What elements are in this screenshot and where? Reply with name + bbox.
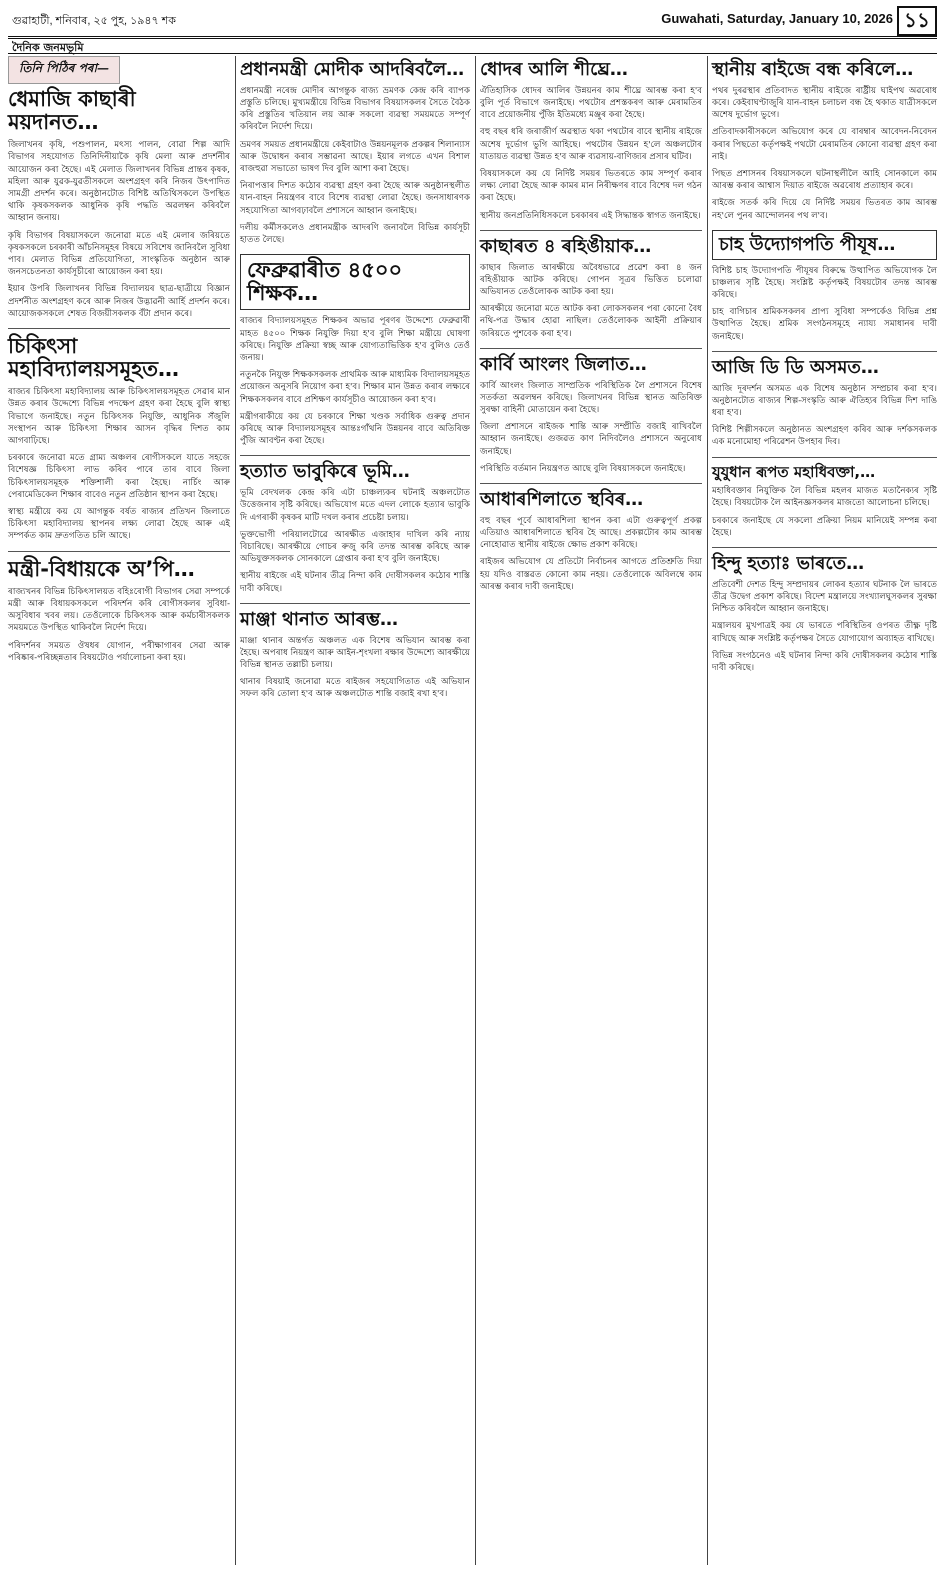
article-medical-colleges [8, 335, 230, 543]
headline-tea-industrialist: চাহ উদ্যোগপতি পীযূষ… [712, 230, 937, 260]
paragraph: থানাৰ বিষয়াই জনোৱা মতে ৰাইজৰ সহযোগিতাত এই অভিযান সফল কৰি তোলা হ'ব আৰু অঞ্চলটোত শান্তি বজাই ৰখা হ'ব। [240, 677, 470, 700]
paragraph: চৰকাৰে জনোৱা মতে গ্ৰাম্য অঞ্চলৰ ৰোগীসকলে যাতে সহজে বিশেষজ্ঞ চিকিৎসা লাভ কৰিব পাৰে তাৰ বাবে জিলা চিকিৎসালয়সমূহক শক্তিশালী কৰা হৈছে। নাৰ্চিং আৰু পেৰামেডিকেল শিক্ষাৰ বাবেও নতুন প্ৰতিষ্ঠান স্থাপন কৰা হৈছে। [8, 453, 230, 500]
headline-medical-colleges: চিকিৎসা মহাবিদ্যালয়সমূহত… [8, 334, 180, 382]
paragraph: প্ৰতিবাদকাৰীসকলে অভিযোগ কৰে যে বাৰম্বাৰ আবেদন-নিবেদন কৰাৰ পিছতো কৰ্তৃপক্ষই পথটো মেৰামতিৰ কোনো ব্যৱস্থা গ্ৰহণ কৰা নাই। [712, 127, 937, 162]
paragraph: পৰিদৰ্শনৰ সময়ত ঔষধৰ যোগান, পৰীক্ষাগাৰৰ সেৱা আৰু পৰিষ্কাৰ-পৰিচ্ছন্নতাৰ বিষয়টোও পৰ্যালোচনা কৰা হয়। [8, 640, 230, 663]
article-advocate-general [712, 464, 937, 539]
paragraph: পিছত প্ৰশাসনৰ বিষয়াসকলে ঘটনাস্থলীলৈ আহি সোনকালে কাম আৰম্ভ কৰাৰ আশ্বাস দিয়াত ৰাইজে অৱৰোধ প্ৰত্যাহাৰ কৰে। [712, 169, 937, 192]
article-ministers-opd [8, 558, 230, 664]
masthead-title: দৈনিক জনমভূমি [12, 41, 84, 54]
article-karbi-anglong [480, 355, 702, 475]
folio-date-assamese: গুৱাহাটী, শনিবাৰ, ২৫ পুহ, ১৯৪৭ শক [12, 15, 176, 27]
paragraph: ৰাজ্যৰ বিদ্যালয়সমূহত শিক্ষকৰ অভাৱ পূৰণৰ উদ্দেশ্যে ফেব্ৰুৱাৰী মাহত ৪৫০০ শিক্ষক নিযুক্তি দিয়া হ'ব বুলি শিক্ষা মন্ত্ৰীয়ে ঘোষণা কৰিছে। নিযুক্তি প্ৰক্ৰিয়া স্বচ্ছ আৰু যোগ্যতাভিত্তিক হ'ব বুলিও তেওঁ জনায়। [240, 316, 470, 364]
headline-cachar-rohingya: কাছাৰত ৪ ৰহিঙীয়াক… [480, 235, 652, 257]
divider [8, 551, 230, 552]
headline-4500-teachers: ফেব্ৰুৱাৰীত ৪৫০০ শিক্ষক… [240, 254, 470, 310]
paragraph: ৰাইজে সতৰ্ক কৰি দিয়ে যে নিৰ্দিষ্ট সময়ৰ ভিতৰত কাম আৰম্ভ নহ'লে পুনৰ আন্দোলনৰ পথ ল'ব। [712, 198, 937, 221]
paragraph: জিলা প্ৰশাসনে ৰাইজক শান্তি আৰু সম্প্ৰীতি বজাই ৰাখিবলৈ আহ্বান জনাইছে। গুজৱত কাণ নিদিবলৈও প্ৰশাসনে অনুৰোধ জনাইছে। [480, 422, 702, 457]
article-dd-assam [712, 358, 937, 449]
paragraph: প্ৰধানমন্ত্ৰী নৰেন্দ্ৰ মোদীৰ আগন্তুক ৰাজ্য ভ্ৰমণক কেন্দ্ৰ কৰি ব্যাপক প্ৰস্তুতি চলিছে। মুখ্যমন্ত্ৰীয়ে বিভিন্ন বিভাগৰ বিষয়াসকলৰ সৈতে বৈঠক কৰি প্ৰস্তুতিৰ খতিয়ান লয় আৰু সকলো ব্যৱস্থা সময়মতে সম্পূৰ্ণ কৰিবলৈ নিৰ্দেশ দিয়ে। [240, 85, 470, 133]
paragraph: ৰাজ্যৰ চিকিৎসা মহাবিদ্যালয় আৰু চিকিৎসালয়সমূহত সেৱাৰ মান উন্নত কৰাৰ উদ্দেশ্যে বিভিন্ন পদক্ষেপ গ্ৰহণ কৰা হৈছে বুলি স্বাস্থ্য বিভাগে জনাইছে। নতুন চিকিৎসক নিযুক্তি, আধুনিক সঁজুলি সংস্থাপন আৰু চিকিৎসা শিক্ষাৰ আসন বৃদ্ধিৰ দিশত কাম আগবাঢ়িছে। [8, 387, 230, 447]
paragraph: ঐতিহাসিক ধোদৰ আলিৰ উন্নয়নৰ কাম শীঘ্ৰে আৰম্ভ কৰা হ'ব বুলি পূৰ্ত বিভাগে জনাইছে। পথটোৰ প্ৰশস্তকৰণ আৰু মেৰামতিৰ বাবে প্ৰয়োজনীয় পুঁজি ইতিমধ্যে মঞ্জুৰ কৰা হৈছে। [480, 85, 702, 121]
paragraph: ৰাইজৰ অভিযোগ যে প্ৰতিটো নিৰ্বাচনৰ আগতে প্ৰতিশ্ৰুতি দিয়া হয় যদিও বাস্তৱত কোনো কাম নহয়। তেওঁলোকে অবিলম্বে কাম আৰম্ভ কৰাৰ দাবী জনাইছে। [480, 557, 702, 592]
divider [8, 328, 230, 329]
headline-foundation-stone: আধাৰশিলাতে স্থবিৰ… [480, 489, 644, 511]
paragraph: বিশিষ্ট চাহ উদ্যোগপতি পীযূষৰ বিৰুদ্ধে উত্থাপিত অভিযোগক লৈ চাঞ্চল্যৰ সৃষ্টি হৈছে। সংশ্লিষ্ট কৰ্তৃপক্ষই বিষয়টোৰ তদন্ত আৰম্ভ কৰিছে। [712, 265, 937, 301]
article-hindu-murder [712, 554, 937, 674]
paragraph: চাহ বাগিচাৰ শ্ৰমিকসকলৰ প্ৰাপ্য সুবিধা সম্পৰ্কেও বিভিন্ন প্ৰশ্ন উত্থাপিত হৈছে। শ্ৰমিক সংগঠনসমূহে ন্যায্য সমাধানৰ দাবী জনাইছে। [712, 307, 937, 342]
headline-manja-thana: মাঞ্জা থানাত আৰম্ভ… [240, 608, 399, 630]
headline-dd-assam: আজি ডি ডি অসমত… [712, 356, 879, 378]
paragraph: পৰিস্থিতি বৰ্তমান নিয়ন্ত্ৰণত আছে বুলি বিষয়াসকলে জনাইছে। [480, 463, 686, 474]
divider [480, 348, 702, 349]
divider [480, 230, 702, 231]
headline-murder-threat-land: হত্যাত ভাবুকিৰে ভূমি… [240, 461, 410, 483]
article-pm-modi [240, 60, 470, 246]
headline-locals-blockade: স্থানীয় ৰাইজে বন্ধ কৰিলে… [712, 59, 914, 80]
paragraph: কৃষি বিভাগৰ বিষয়াসকলে জনোৱা মতে এই মেলাৰ জৰিয়তে কৃষকসকলে চৰকাৰী আঁচনিসমূহৰ বিষয়ে সবিশেষ জানিবলৈ সুবিধা পাব। মেলাত বিভিন্ন প্ৰতিযোগিতা, সাংস্কৃতিক অনুষ্ঠান আৰু জনসচেতনতা কাৰ্যসূচীৰো আয়োজন কৰা হয়। [8, 230, 230, 278]
paragraph: স্বাস্থ্য মন্ত্ৰীয়ে কয় যে আগন্তুক বৰ্ষত ৰাজ্যৰ প্ৰতিখন জিলাতে চিকিৎসা মহাবিদ্যালয় স্থাপনৰ লক্ষ্য লোৱা হৈছে আৰু এই সম্পৰ্কত কাম দ্ৰুতগতিত চলি আছে। [8, 507, 230, 542]
folio-bar [8, 6, 937, 34]
column-rule [707, 56, 708, 1565]
headline-dhodar-ali: ধোদৰ আলি শীঘ্ৰে… [480, 59, 628, 80]
page-number: ১১ [897, 6, 937, 36]
column-rule [475, 56, 476, 1565]
paragraph: বহু বছৰ ধৰি জৰাজীৰ্ণ অৱস্থাত থকা পথটোৰ বাবে স্থানীয় ৰাইজে অশেষ দুৰ্ভোগ ভুগি আহিছে। পথটোৰ উন্নয়ন হ'লে অঞ্চলটোৰ যাতায়ত ব্যৱস্থা উন্নত হ'ব আৰু ব্যৱসায়-বাণিজ্যৰ প্ৰসাৰ ঘটিব। [480, 127, 702, 162]
article-manja-thana [240, 610, 470, 701]
paragraph: মন্ত্ৰীগৰাকীয়ে কয় যে চৰকাৰে শিক্ষা খণ্ডক সৰ্বাধিক গুৰুত্ব প্ৰদান কৰিছে আৰু বিদ্যালয়সমূহৰ আন্তঃগাঁথনি উন্নয়নৰ বাবে অতিৰিক্ত পুঁজি আবণ্টন কৰা হৈছে। [240, 411, 470, 447]
column-2 [240, 56, 470, 1565]
paragraph: মহাধিবক্তাৰ নিযুক্তিক লৈ বিভিন্ন মহলৰ মাজত মতানৈক্যৰ সৃষ্টি হৈছে। বিষয়টোক লৈ আইনজ্ঞসকলৰ মাজতো আলোচনা চলিছে। [712, 486, 937, 509]
divider [480, 483, 702, 484]
paragraph: জিলাখনৰ কৃষি, পশুপালন, মৎস্য পালন, বোৱা শিল্প আদি বিভাগৰ সহযোগত তিনিদিনীয়াকৈ কৃষি মেলা আৰু প্ৰদৰ্শনীৰ আয়োজন কৰা হৈছে। এই মেলাত জিলাখনৰ বিভিন্ন প্ৰান্তৰ কৃষক, মহিলা আৰু যুৱক-যুৱতীসকলে অংশগ্ৰহণ কৰি নিজৰ উৎপাদিত সামগ্ৰী প্ৰদৰ্শন কৰে। অনুষ্ঠানটোত বিশিষ্ট অতিথিসকলে উপস্থিত থাকি কৃষকসকলক আধুনিক কৃষি পদ্ধতি অৱলম্বন কৰিবলৈ আহ্বান জনায়। [8, 140, 230, 224]
paragraph: কাৰ্বি আংলং জিলাত সাম্প্ৰতিক পৰিস্থিতিক লৈ প্ৰশাসনে বিশেষ সতৰ্কতা অৱলম্বন কৰিছে। জিলাখনৰ বিভিন্ন স্থানত অতিৰিক্ত সুৰক্ষা বাহিনী মোতায়েন কৰা হৈছে। [480, 380, 702, 416]
column-rule [235, 56, 236, 1565]
divider [240, 455, 470, 456]
column-1 [8, 56, 230, 1565]
paragraph: চৰকাৰে জনাইছে যে সকলো প্ৰক্ৰিয়া নিয়ম মানিয়েই সম্পন্ন কৰা হৈছে। [712, 515, 937, 538]
paragraph: পথৰ দুৰৱস্থাৰ প্ৰতিবাদত স্থানীয় ৰাইজে ৰাষ্ট্ৰীয় ঘাইপথ অৱৰোধ কৰে। কেইবাঘণ্টাজুৰি যান-বাহন চলাচল বন্ধ হৈ থকাত যাত্ৰীসকলে অশেষ দুৰ্ভোগ ভুগে। [712, 85, 937, 121]
folio-date-english: Guwahati, Saturday, January 10, 2026 [661, 11, 893, 26]
divider [712, 457, 937, 458]
paragraph: বিষয়াসকলে কয় যে নিৰ্দিষ্ট সময়ৰ ভিতৰতে কাম সম্পূৰ্ণ কৰাৰ লক্ষ্য লোৱা হৈছে আৰু কামৰ মান নিৰীক্ষণৰ বাবে বিশেষ দল গঠন কৰা হৈছে। [480, 169, 702, 204]
column-4 [712, 56, 937, 1565]
headline-hindu-murder: হিন্দু হত্যাঃ ভাৰতে… [712, 552, 865, 574]
paragraph: প্ৰতিবেশী দেশত হিন্দু সম্প্ৰদায়ৰ লোকৰ হত্যাৰ ঘটনাক লৈ ভাৰতে তীব্ৰ উদ্বেগ প্ৰকাশ কৰিছে। বিদেশ মন্ত্ৰালয়ে সংখ্যালঘুসকলৰ সুৰক্ষা নিশ্চিত কৰিবলৈ আহ্বান জনাইছে। [712, 579, 937, 615]
column-3 [480, 56, 702, 1565]
article-foundation-stone [480, 490, 702, 593]
headline-pm-modi: প্ৰধানমন্ত্ৰী মোদীক আদৰিবলৈ… [240, 59, 465, 80]
paragraph: আৰক্ষীয়ে জনোৱা মতে আটক কৰা লোকসকলৰ পৰা কোনো বৈধ নথি-পত্ৰ উদ্ধাৰ হোৱা নাছিল। তেওঁলোকক আইনী প্ৰক্ৰিয়াৰ জৰিয়তে পুশবেক কৰা হ'ব। [480, 304, 702, 339]
article-dhemaji [8, 88, 230, 320]
article-tea-industrialist [712, 230, 937, 343]
paragraph: বিশিষ্ট শিল্পীসকলে অনুষ্ঠানত অংশগ্ৰহণ কৰিব আৰু দৰ্শকসকলক এক মনোমোহা পৰিৱেশন উপহাৰ দিব। [712, 425, 937, 448]
paragraph: ভূমি বেদখলক কেন্দ্ৰ কৰি এটা চাঞ্চল্যকৰ ঘটনাই অঞ্চলটোত উত্তেজনাৰ সৃষ্টি কৰিছে। অভিযোগ মতে এদল লোকে হত্যাৰ ভাবুকি দি এগৰাকী কৃষকৰ মাটি দখল কৰাৰ প্ৰচেষ্টা চলায়। [240, 488, 470, 523]
paragraph: আজি দূৰদৰ্শন অসমত এক বিশেষ অনুষ্ঠান সম্প্ৰচাৰ কৰা হ'ব। অনুষ্ঠানটোত ৰাজ্যৰ শিল্প-সংস্কৃতি আৰু ঐতিহ্যৰ বিভিন্ন দিশ দাঙি ধৰা হ'ব। [712, 383, 937, 419]
headline-karbi-anglong: কাৰ্বি আংলং জিলাত… [480, 353, 647, 375]
article-murder-threat-land [240, 462, 470, 594]
divider [712, 547, 937, 548]
paragraph: নিৰাপত্তাৰ দিশত কঠোৰ ব্যৱস্থা গ্ৰহণ কৰা হৈছে আৰু অনুষ্ঠানস্থলীত যান-বাহন নিয়ন্ত্ৰণৰ বাবে বিশেষ ব্যৱস্থা লোৱা হৈছে। জনসাধাৰণক সহযোগিতা আগবঢ়াবলৈ প্ৰশাসনে আহ্বান জনাইছে। [240, 181, 470, 216]
paragraph: নতুনকৈ নিযুক্ত শিক্ষকসকলক প্ৰাথমিক আৰু মাধ্যমিক বিদ্যালয়সমূহত প্ৰয়োজন অনুসৰি নিয়োগ কৰা হ'ব। শিক্ষাৰ মান উন্নত কৰাৰ লক্ষ্যৰে শিক্ষকসকলৰ বাবে প্ৰশিক্ষণ কাৰ্যসূচীও আয়োজন কৰা হ'ব। [240, 370, 470, 405]
article-locals-blockade [712, 60, 937, 222]
masthead [8, 36, 937, 54]
divider [240, 603, 470, 604]
paragraph: ৰাজ্যখনৰ বিভিন্ন চিকিৎসালয়ত বহিঃৰোগী বিভাগৰ সেৱা সম্পৰ্কে মন্ত্ৰী আৰু বিধায়কসকলে পৰিদৰ্শন কৰি ৰোগীসকলৰ সুবিধা-অসুবিধাৰ খবৰ লয়। তেওঁলোকে চিকিৎসক আৰু কৰ্মচাৰীসকলক সময়মতে উপস্থিত থাকিবলৈ নিৰ্দেশ দিয়ে। [8, 586, 230, 634]
article-4500-teachers [240, 254, 470, 447]
paragraph: স্থানীয় জনপ্ৰতিনিধিসকলে চৰকাৰৰ এই সিদ্ধান্তক স্বাগত জনাইছে। [480, 210, 701, 221]
paragraph: দলীয় কৰ্মীসকলেও প্ৰধানমন্ত্ৰীক আদৰণি জনাবলৈ বিভিন্ন কাৰ্যসূচী হাতত লৈছে। [240, 222, 470, 246]
paragraph: বহু বছৰ পূৰ্বে আধাৰশিলা স্থাপন কৰা এটা গুৰুত্বপূৰ্ণ প্ৰকল্প এতিয়াও আধাৰশিলাতে স্থবিৰ হৈ আছে। প্ৰকল্পটোৰ কাম আৰম্ভ নোহোৱাত স্থানীয় ৰাইজে ক্ষোভ প্ৰকাশ কৰিছে। [480, 515, 702, 551]
article-cachar-rohingya [480, 237, 702, 340]
paragraph: কাছাৰ জিলাত আৰক্ষীয়ে অবৈধভাৱে প্ৰৱেশ কৰা ৪ জন ৰহিঙীয়াক আটক কৰিছে। গোপন সূত্ৰৰ ভিত্তিত চলোৱা অভিযানত তেওঁলোকক আটক কৰা হয়। [480, 262, 702, 298]
paragraph: ইয়াৰ উপৰি জিলাখনৰ বিভিন্ন বিদ্যালয়ৰ ছাত্ৰ-ছাত্ৰীয়ে বিজ্ঞান প্ৰদৰ্শনীত অংশগ্ৰহণ কৰে আৰু নিজৰ উদ্ভাৱনী আৰ্হি প্ৰদৰ্শন কৰে। আয়োজকসকলে শেষত বিজয়ীসকলক বঁটা প্ৰদান কৰে। [8, 284, 230, 319]
paragraph: স্থানীয় ৰাইজে এই ঘটনাৰ তীব্ৰ নিন্দা কৰি দোষীসকলৰ কঠোৰ শাস্তি দাবী কৰিছে। [240, 571, 470, 594]
headline-advocate-general: যুযুধান ৰূপত মহাধিবক্তা,… [712, 462, 876, 481]
section-tag: তিনি পিঠিৰ পৰা— [8, 56, 120, 84]
paragraph: মন্ত্ৰালয়ৰ মুখপাত্ৰই কয় যে ভাৰতে পৰিস্থিতিৰ ওপৰত তীক্ষ্ণ দৃষ্টি ৰাখিছে আৰু সংশ্লিষ্ট কৰ্তৃপক্ষৰ সৈতে যোগাযোগ অব্যাহত ৰাখিছে। [712, 621, 937, 644]
paragraph: বিভিন্ন সংগঠনেও এই ঘটনাৰ নিন্দা কৰি দোষীসকলৰ কঠোৰ শাস্তি দাবী কৰিছে। [712, 650, 937, 673]
headline-ministers-opd: মন্ত্ৰী-বিধায়কে অ’পি… [8, 556, 195, 581]
divider [712, 351, 937, 352]
article-dhodar-ali [480, 60, 702, 222]
paragraph: ভ্ৰমণৰ সময়ত প্ৰধানমন্ত্ৰীয়ে কেইবাটাও উন্নয়নমূলক প্ৰকল্পৰ শিলান্যাস আৰু উদ্বোধন কৰাৰ সম্ভাৱনা আছে। ইয়াৰ লগতে এখন বিশাল ৰাজহুৱা সভাতো ভাষণ দিব বুলি আশা কৰা হৈছে। [240, 139, 470, 175]
paragraph: ভুক্তভোগী পৰিয়ালটোৱে আৰক্ষীত এজাহাৰ দাখিল কৰি ন্যায় বিচাৰিছে। আৰক্ষীয়ে গোচৰ ৰুজু কৰি তদন্ত আৰম্ভ কৰিছে আৰু অভিযুক্তসকলক সোনকালে গ্ৰেপ্তাৰ কৰা হ'ব বুলি জনাইছে। [240, 529, 470, 565]
paragraph: মাঞ্জা থানাৰ অন্তৰ্গত অঞ্চলত এক বিশেষ অভিযান আৰম্ভ কৰা হৈছে। অপৰাধ নিয়ন্ত্ৰণ আৰু আইন-শৃংখলা ৰক্ষাৰ উদ্দেশ্যে আৰক্ষীয়ে বিভিন্ন স্থানত তল্লাচী চলায়। [240, 635, 470, 671]
headline-dhemaji: ধেমাজি কাছাৰী ময়দানত… [8, 87, 136, 135]
newspaper-page [8, 6, 937, 1565]
